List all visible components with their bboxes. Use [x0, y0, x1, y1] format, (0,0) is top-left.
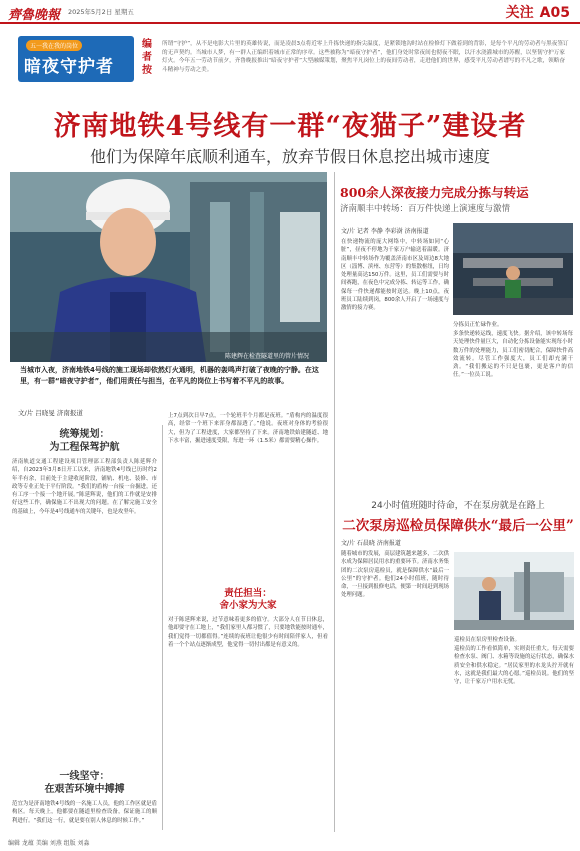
- series-tag: 五一我在我的岗位: [26, 40, 82, 51]
- pump-kicker: 24小时值班随时待命，不在泵房就是在路上: [371, 501, 545, 511]
- col1-heading: 统筹规划： 为工程保驾护航: [49, 429, 120, 453]
- sorting-center-photo: [453, 223, 573, 315]
- sorting-photo-caption: 分拣员正忙碌作业。: [453, 322, 503, 328]
- right-body-right: 多条快递转运线，速度飞快。据介绍，该中转场每天处理快件量巨大，自动化分拣设备能实现每小时数万件的处理能力，员工们密切配合，保障快件高效流转。尽管工作强度大，员工们却充满干劲。“我们搬运的不只是包裹，更是客户的信任。”一位员工说。: [453, 331, 573, 379]
- pump-byline: 文/片 石晨晓 济南报道: [341, 540, 401, 547]
- main-headline: 济南地铁4号线有一群“夜猫子”建设者: [53, 111, 527, 142]
- series-badge: [18, 36, 134, 82]
- pump-body: 随着城市的发展，高层建筑越来越多，二次供水成为保障居民用水的重要环节。济南水务集团的二次泵房巡检员，就是保障供水“最后一公里”的守护者。他们24小时值班，随时待命，一旦接到报修电话，便第一时间赶到现场处理问题。: [341, 551, 449, 599]
- issue-date: 2025年5月2日 星期五: [68, 8, 134, 16]
- right-subhead: 济南顺丰中转场：百万件快递上演速度与激情: [340, 204, 511, 214]
- col2-body: 上7点到次日早7点，一个轮班半个月都是夜班。“盾构内的温度很高，经常一个班下来浑身都湿透了。”他说。夜班对身体的考验很大，但为了工程进度，大家都坚持了下来。济南地铁始建隧道、地下水丰富，掘进速度受限，每进一环（1.5米）都需要精心操作。: [168, 413, 328, 444]
- right-body: 在快递物流的庞大网络中，中转场如同“心脏”，昼夜不停地为千家万户输送着温暖。济南顺丰中转场作为覆盖济南市区及周边8大地区（淄博、滨州、东营等）的集散枢纽，日均处理量高达150万件。这里，员工们需要与时间赛跑，在夜色中完成分拣、转运等工作，确保每一件快递都能按时送达。晚上10点，夜班员工陆续到岗，800余人开启了一场速度与激情的接力赛。: [341, 239, 449, 312]
- editor-note: 所谓“守护”，从不是电影大片里的英雄传说，而是凌晨3点将近零上升拣快递的指尖温度，是紧锁地沟时站在检修灯下做着到的背影，是每个平凡的劳动者与黑夜签订的无声契约。当城市人梦，有一群人正编织着城市正常的序章。这些被称为“暗夜守护者”，他们身处时常夜间也彻夜不眠，以汗水浇灌城市的苏醒，以坚韧守护万家灯火。今年五一劳动节前夕，齐鲁晚报推出“暗夜守护者”大型融媒策划，聚焦平凡岗位上的夜间劳动者，走进他们的世界，感受平凡劳动者谱写的不凡之歌，领略奋斗精神与劳动之美。: [162, 41, 569, 73]
- right-byline: 文/片 记者 李静 李彩澍 济南报道: [341, 228, 429, 235]
- col2-heading: 责任担当： 舍小家为大家: [219, 588, 277, 611]
- divider: [334, 172, 335, 832]
- newspaper-logo: 齊魯晚報: [8, 8, 61, 23]
- col2-body2: 对于陈延辉来说，过节意味着更多的值守。大部分人在节日休息，他却要守在工地上，“我们家里人都习惯了，只要地铁能按时通车，我们觉得一切都值得。”连续的夜班让他很少有时间陪伴家人，但看着一个个站点逐渐成型，他觉得一切付出都是有意义的。: [168, 617, 328, 648]
- pump-photo-caption: 巡检员在泵房里检查设备。: [454, 637, 521, 643]
- col1-heading2: 一线坚守： 在艰苦环境中搏搏: [44, 771, 125, 795]
- main-photo: [10, 172, 327, 362]
- col1-body2: 范宜为是济南地铁4号线的一名施工人员，他的工作区就是盾构区。每天晚上，他都要在隧道里检查设备，保证施工的顺利进行。“我们这一行，就是要在别人休息的时候工作。”: [12, 801, 157, 824]
- main-photo-credit: 陈建辉在检查隧道里的管片情况: [225, 353, 310, 360]
- main-photo-caption: 当城市入夜，济南地铁4号线的施工现场却依然灯火通明，机器的轰鸣声打破了夜晚的宁静。在这里，有一群“暗夜守护者”，他们用责任与担当，在平凡的岗位上书写着不平凡的故事。: [20, 366, 319, 385]
- masthead: [0, 0, 580, 24]
- series-title: 暗夜守护者: [24, 57, 114, 77]
- pump-body-right: 巡检员的工作看似简单，实则责任重大。每天需要检查水泵、阀门、水箱等设施的运行状态，确保水质安全和供水稳定。“居民家里的水龙头拧开就有水，这就是我们最大的心愿。”巡检员说。他们的坚守，让千家万户用水无忧。: [454, 646, 574, 686]
- pump-room-photo: [454, 552, 574, 630]
- page-footer: 编辑 龙蕴 美编 刘燕 组版 刘淼: [8, 840, 90, 847]
- editor-note-tag: 编者按: [142, 39, 152, 76]
- right-headline: 800余人深夜接力完成分拣与转运: [340, 185, 529, 200]
- main-byline: 文/片 吕晓旻 济南报道: [18, 409, 83, 417]
- divider: [162, 425, 163, 830]
- pump-headline: 二次泵房巡检员保障供水“最后一公里”: [342, 518, 574, 534]
- main-subhead: 他们为保障年底顺利通车，放弃节假日休息挖出城市速度: [89, 147, 490, 166]
- col1-body: 济南轨道交通工程建设项目管理部工程部负责人陈延辉介绍，自2023年3月8日开工以来，济南地铁4号线已历时约2年半有余，目前处于主建收尾阶段，铺轨、机电、装修、市政等专业正处于平行阶段。“我们的盾构一台接一台掘进，还有工序一个接一个地开展。”陈延辉说，他们的工作就是安排好这些工作，确保施工不出现大的问题。在了解完施工安全的基础上，今年是4号线通车的关键年，也是攻坚年。: [12, 459, 157, 515]
- section-label: 关注 A05: [505, 5, 570, 21]
